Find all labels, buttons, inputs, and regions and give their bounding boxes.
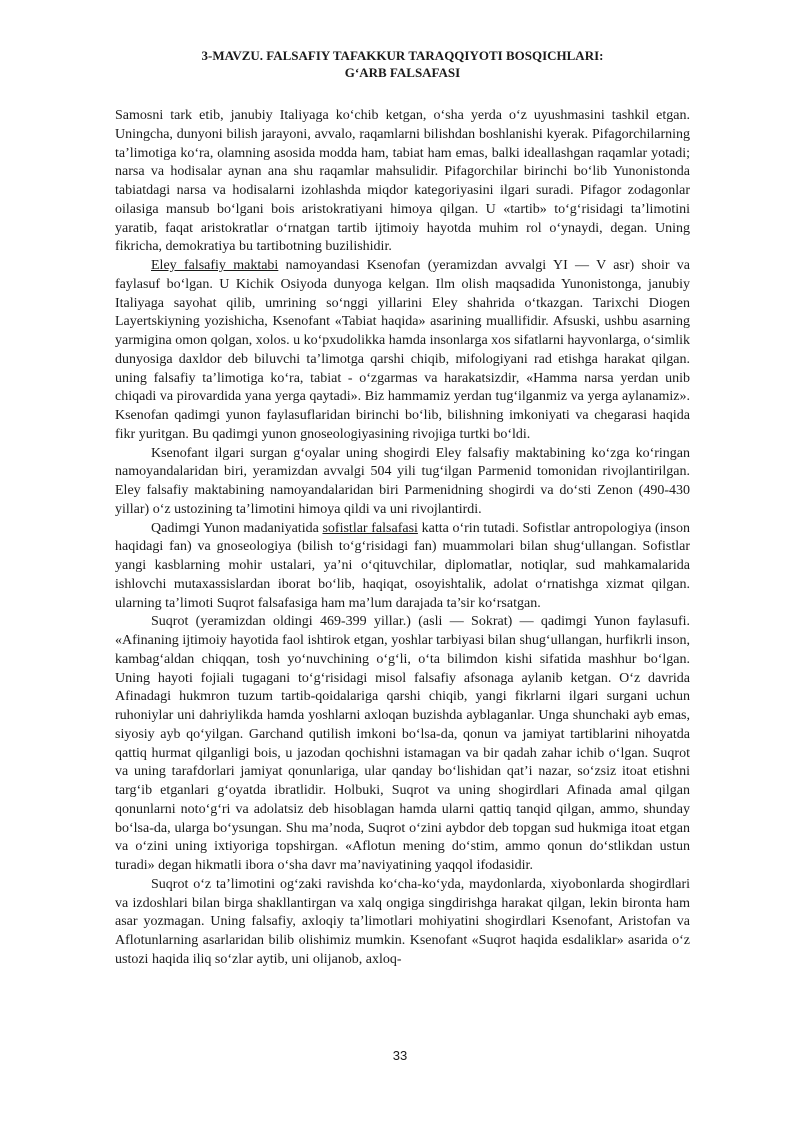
chapter-title-line-1: 3-MAVZU. FALSAFIY TAFAKKUR TARAQQIYOTI BOSQICHLARI:	[201, 48, 604, 63]
paragraph-parmenides-zeno: Ksenofant ilgari surgan g‘oyalar uning shogirdi Eley falsafiy maktabining ko‘zga ko‘ringan namoyandalaridan biri, yeramizdan avvalgi 504 yili tug‘ilgan Parmenid tomonidan rivojlantirilgan. Eley falsafiy maktabining namoyandalaridan biri Parmenidning shogirdi va do‘sti Zenon (490-430 yillar) o‘z ustozining ta’limotini himoya qildi va uni rivojlantirdi.	[115, 445, 690, 517]
chapter-title-line-2: G‘ARB FALSAFASI	[344, 65, 461, 80]
paragraph-sophists	[115, 520, 690, 614]
paragraph-sophists-text: katta o‘rin tutadi. Sofistlar antropologiya (inson haqidagi fan) va gnoseologiya (bilish to‘g‘risidagi fan) muammolari bilan shug‘ullangan. Sofistlar yangi kasblarning mohir ustalari, ya’ni o‘qituvchilar, diplomatlar, notiqlar, sud mahkamalarida ishlovchi mutaxassislardan iborat bo‘lib, haqiqat, osoyishtalik, adolat o‘rnatishga xizmat qilgan. ularning ta’limoti Suqrot falsafasiga ham ma’lum darajada ta’sir ko‘rsatgan.	[115, 520, 690, 611]
term-eleatic-school: Eley falsafiy maktabi	[151, 258, 279, 273]
paragraph-sophists-lead: Qadimgi Yunon madaniyatida	[151, 520, 323, 536]
paragraph-eleatic-school-text: namoyandasi Ksenofan (yeramizdan avvalgi YI — V asr) shoir va faylasuf bo‘lgan. U Kichik Osiyoda dunyoga kelgan. Ilm olish maqsadida Yunonistonga, janubiy Italiyaga sayohat qilib, umrining so‘nggi yillarini Eley shahrida o‘tkazgan. Tarixchi Diogen Layertskiyning yozishicha, Ksenofant «Tabiat haqida» asarining muallifidir. Afsuski, ushbu asarning yarmigina omon qolgan, xolos. u ko‘pxudolikka hamda insonlarga xos sifatlarni hayvonlarga, o‘simlik dunyosiga daxldor deb biluvchi ta’limotga qarshi chiqib, mifologiyani rad etishga harakat qilgan. uning falsafiy ta’limotiga ko‘ra, tabiat - o‘zgarmas va harakatsizdir, «Hamma narsa yerdan unib chiqadi va pirovardida yana yerga qaytadi». Biz hammamiz yerdan tug‘ilganmiz va yerga aylanamiz». Ksenofan qadimgi yunon faylasuflaridan birinchi bo‘lib, bilishning imkoniyati va chegarasi haqida fikr yuritgan. Bu qadimgi yunon gnoseologiyasining rivojiga turtki bo‘ldi.	[115, 258, 690, 442]
term-sophist-philosophy: sofistlar falsafasi	[322, 520, 418, 536]
chapter-header	[115, 47, 690, 81]
paragraph-socrates-teaching: Suqrot o‘z ta’limotini og‘zaki ravishda ko‘cha-ko‘yda, maydonlarda, xiyobonlarda shogirdlari va izdoshlari bilan birga shakllantirgan va xalq ongiga singdirishga harakat qilgan, lekin bironta ham asar yozmagan. Uning falsafiy, axloqiy ta’limotlari mohiyatini shogirdlari Ksenofant, Aristofan va Aflotunlarning asarlaridan bilib olishimiz mumkin. Ksenofant «Suqrot haqida esdaliklar» asarida o‘z ustozi haqida iliq so‘zlar aytib, uni olijanob, axloq-	[115, 876, 690, 967]
page-number: 33	[392, 1048, 408, 1063]
paragraph-socrates: Suqrot (yeramizdan oldingi 469-399 yillar.) (asli — Sokrat) — qadimgi Yunon faylasufi. «Afinaning ijtimoiy hayotida faol ishtirok etgan, yoshlar tarbiyasi bilan shug‘ullangan, hurfikrli inson, kambag‘aldan chiqqan, tosh yo‘nuvchining o‘g‘li, o‘ta bilimdon kishi sifatida mashhur bo‘lgan. Uning hayoti fojiali tugagani to‘g‘risidagi misol falsafiy afsonaga aylanib ketgan. O‘z davrida Afinadagi hukmron tuzum tartib-qoidalariga qarshi chiqib, yangi fikrlarni ilgari surgani uchun ruhoniylar uni dahriylikda hamda yoshlarni axloqan buzishda ayblaganlar. Unga shunchaki ayb emas, siyosiy ayb qo‘yilgan. Garchand qutilish imkoni bo‘lsa-da, qonun va jamiyat tartiblarini nihoyatda qattiq hurmat qilganligi bois, u jazodan qochishni istamagan va bir qadah zahar ichib o‘lgan. Suqrot va uning tarafdorlari jamiyat qonunlariga, ular qanday bo‘lishidan qat’i nazar, so‘zsiz itoat etishni targ‘ib etganlari g‘oyatda ibratlidir. Holbuki, Suqrot va uning shogirdlari Afinada amal qilgan qonunlarni noto‘g‘ri va adolatsiz deb hisoblagan hamda ularni qattiq tanqid qilgan, ammo, shunday bo‘lsa-da, ularga bo‘ysungan. Shu ma’noda, Suqrot o‘zini aybdor deb topgan sud hukmiga itoat etgan va o‘zini uning ixtiyoriga topshirgan. «Aflotun mening do‘stim, ammo qonun do‘stlikdan ustun turadi» degan hikmatli ibora o‘sha davr ma’naviyatining yaqqol ifodasidir.	[115, 614, 690, 873]
paragraph-eleatic-school	[115, 257, 690, 445]
paragraph-pythagoreans: Samosni tark etib, janubiy Italiyaga ko‘chib ketgan, o‘sha yerda o‘z uyushmasini tashkil etgan. Uningcha, dunyoni bilish jarayoni, avvalo, raqamlarni bilishdan boshlanishi kyerak. Pifagorchilarning ta’limotiga ko‘ra, olamning asosida modda ham, tabiat ham emas, balki ideallashgan raqamlar yotadi; narsa va hodisalar aynan ana shu raqamlar mahsulidir. Pifagorchilar birinchi bo‘lib Yunonistonda tabiatdagi narsa va hodisalarni izohlashda miqdor kategoriyasini ilgari suradi. Pifagor zodagonlar oilasiga mansub bo‘lgani bois aristokratiyani himoya qilgan. U «tartib» to‘g‘risidagi ta’limotini yaratib, faqat aristokratlar o‘rnatgan tartib ijtimoiy hayotda muhim rol o‘ynaydi, degan. Uning fikricha, demokratiya bu tartibotning buzilishidir.	[115, 108, 690, 255]
body-text	[115, 107, 690, 970]
